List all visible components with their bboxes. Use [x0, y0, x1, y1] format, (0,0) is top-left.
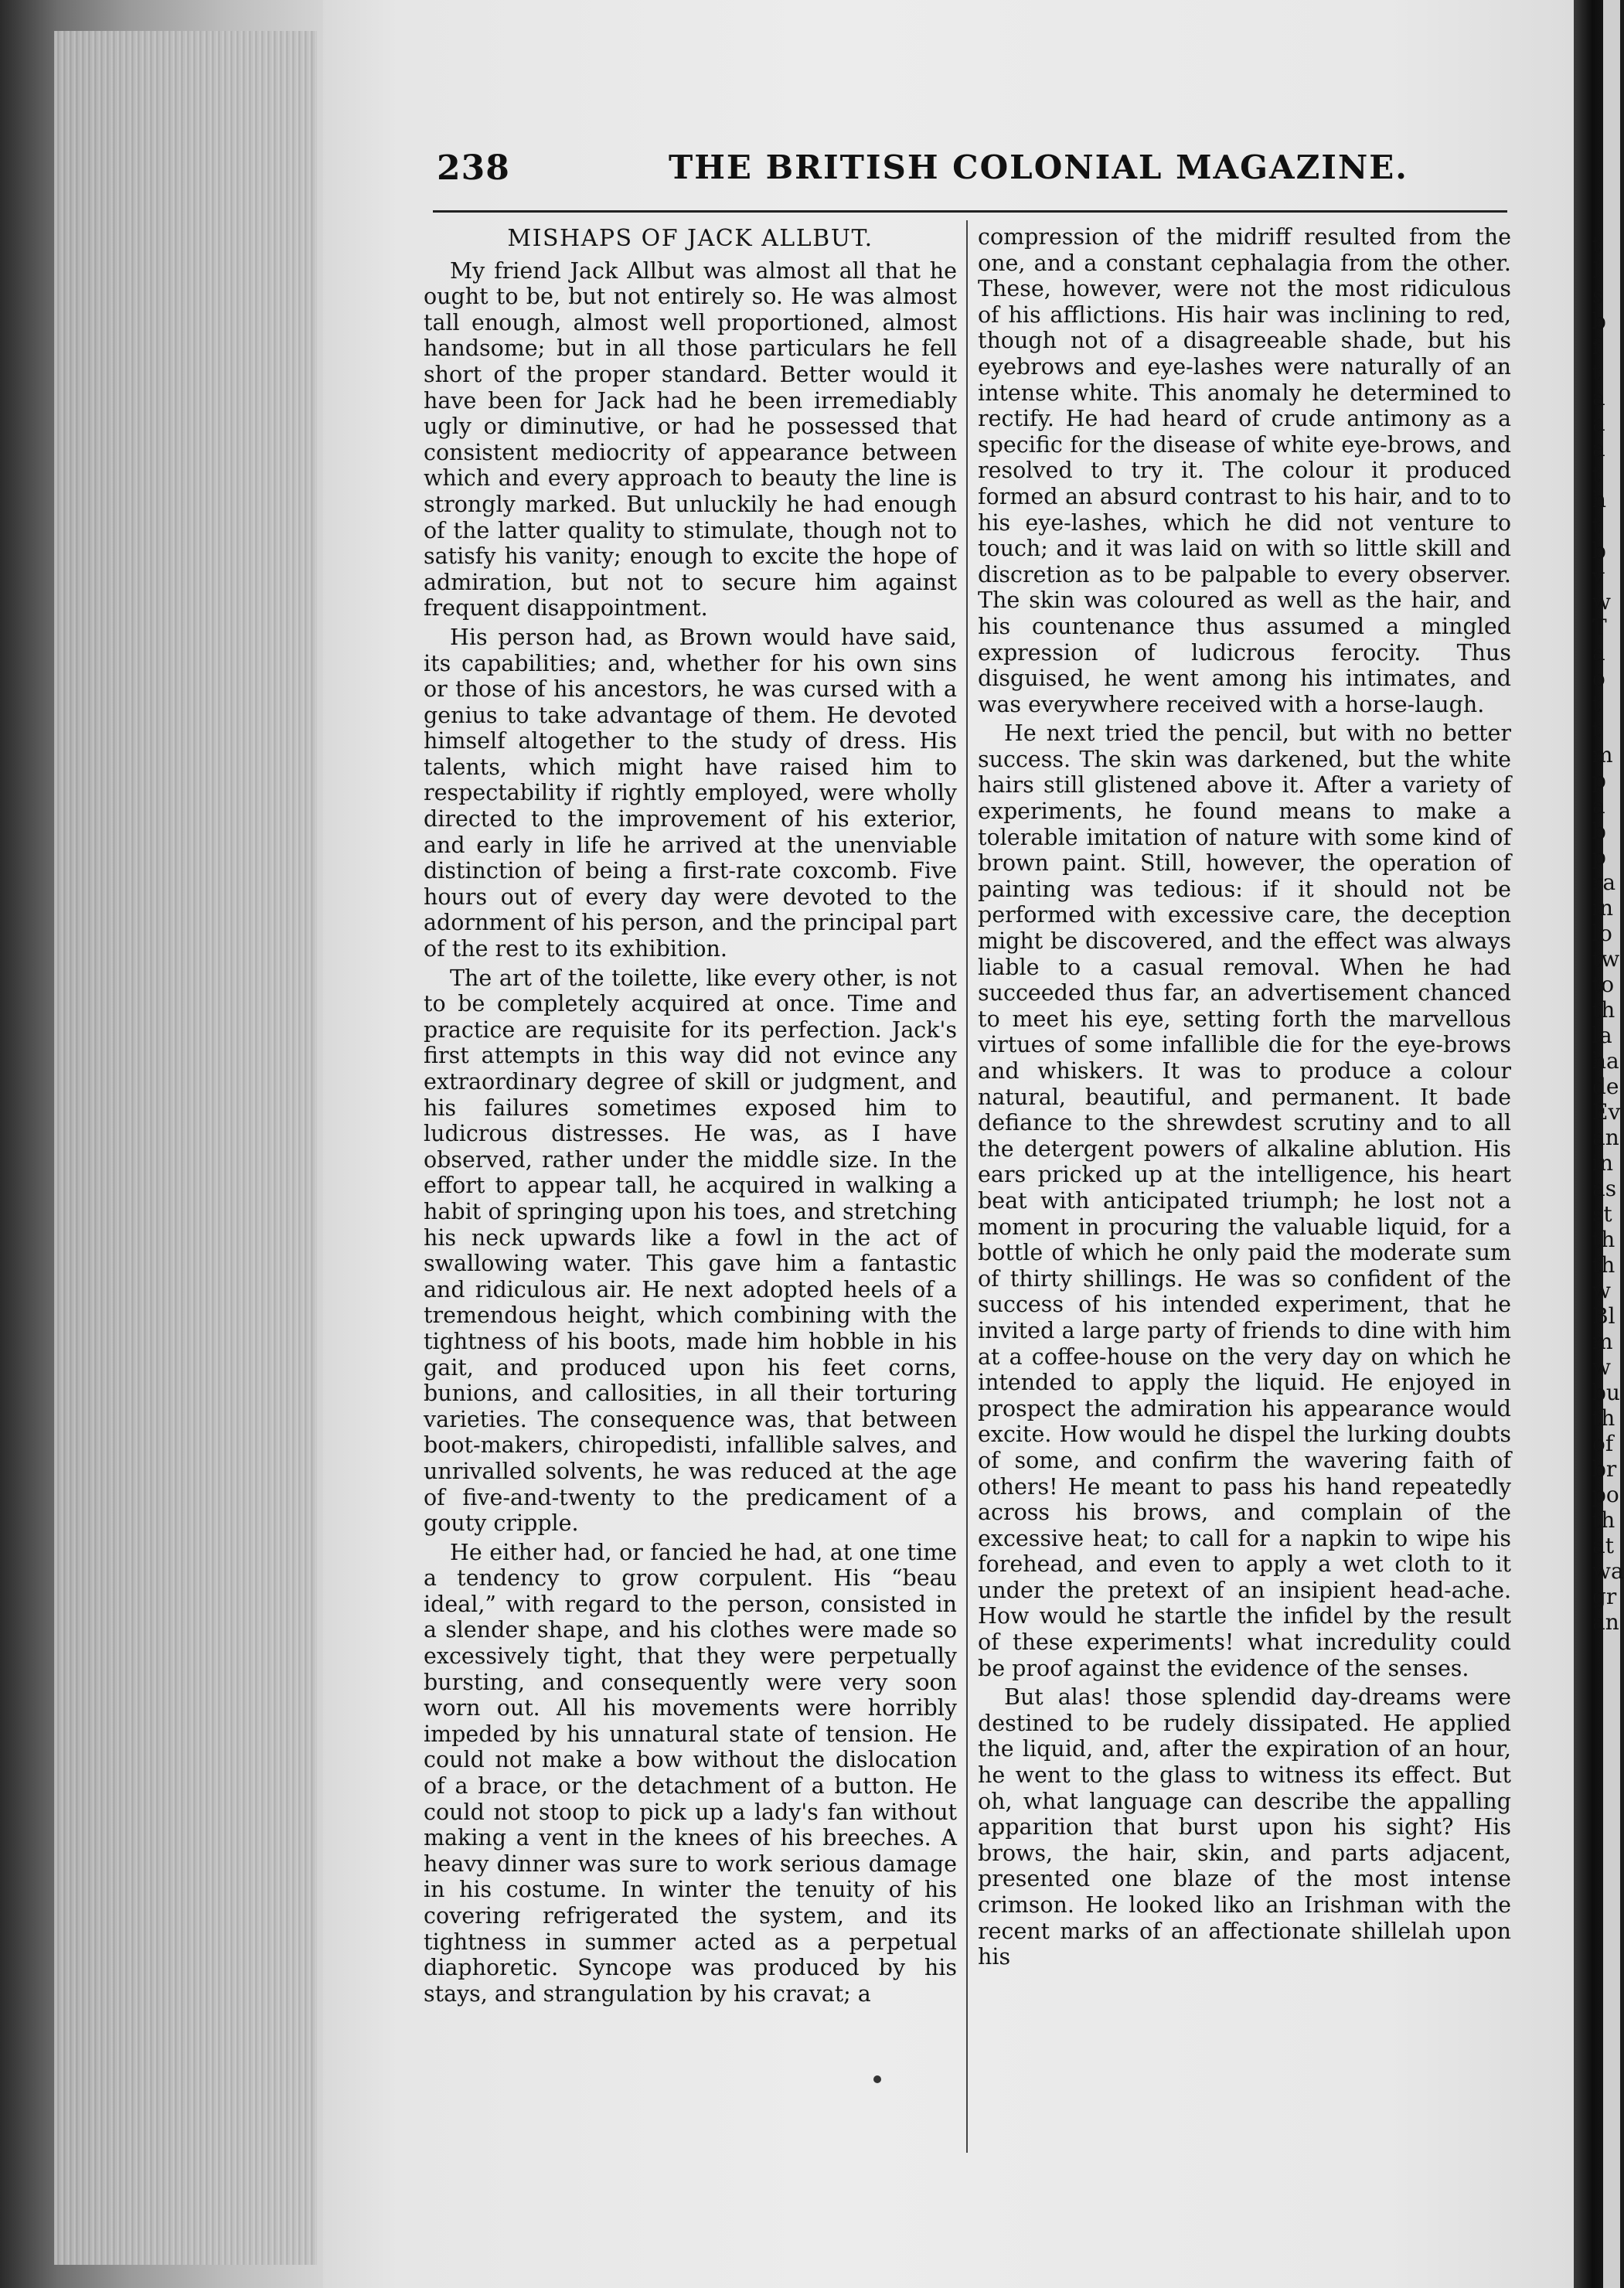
adjacent-page-fragment: t [1592, 691, 1602, 717]
adjacent-page-fragment: ha [1592, 1048, 1619, 1074]
adjacent-page-fragment: th [1592, 1405, 1615, 1431]
adjacent-page-fragment: b [1592, 538, 1606, 563]
column-divider [966, 220, 968, 2153]
adjacent-page-fragment: lo [1592, 921, 1612, 946]
adjacent-page-fragment: th [1592, 1252, 1615, 1278]
adjacent-page-fragment: to [1592, 972, 1615, 997]
paragraph: The art of the toilette, like every other, is not to be completely acquired at once. Time and practice are requisite for its perfection. Jack's first attempts in this way did not evince any extraordinary degree of skill or judgment, and his failures sometimes exposed him to ludicrous distresses. He was, as I have observed, rather under the middle size. In the effort to appear tall, he acquired in walking a habit of springing upon his toes, and stretching his neck upwards like a fowl in the act of swallowing water. This gave him a fantastic and ridiculous air. He next adopted heels of a tremendous height, which combining with the tightness of his boots, made him hobble in his gait, and produced upon his feet corns, bunions, and callosities, in all their torturing varieties. The consequence was, that between boot-makers, chiropedisti, infallible salves, and unrivalled solvents, he was reduced at the age of five-and-twenty to the predicament of a gouty cripple. [424, 965, 957, 1537]
adjacent-page-fragment: T [1592, 615, 1607, 640]
adjacent-page-fragment: la [1592, 1023, 1612, 1048]
adjacent-page-fragment: t [1592, 232, 1602, 257]
adjacent-page-fragment: w [1592, 589, 1611, 615]
adjacent-page-text [1592, 232, 1624, 1635]
paragraph: compression of the midriff resulted from the one, and a constant cephalagia from the other. These, however, were not the most ridiculous of his afflictions. His hair was inclining to red, though not of a disagreeable shade, but his eyebrows and eye-lashes were naturally of an intense white. This anomaly he determined to rectify. He had heard of crude antimony as a specific for the disease of white eye-brows, and resolved to try it. The colour it produced formed an absurd contrast to his hair, and to to his eye-lashes, which he did not venture to touch; and it was laid on with so little skill and discretion as to be palpable to every observer. The skin was coloured as well as the hair, and his countenance thus assumed a mingled expression of ludicrous ferocity. Thus disguised, he went among his intimates, and was everywhere received with a horse-laugh. [978, 224, 1511, 717]
adjacent-page-fragment: t [1592, 359, 1602, 385]
adjacent-page-fragment: st [1592, 1201, 1612, 1227]
running-head [437, 148, 1408, 195]
adjacent-page-fragment: Ev [1592, 1099, 1621, 1125]
adjacent-page-fragment: as [1592, 1176, 1617, 1201]
adjacent-page-fragment: tw [1592, 946, 1620, 972]
adjacent-page-fragment: h [1592, 487, 1607, 512]
adjacent-page-fragment: p [1592, 768, 1606, 793]
adjacent-page-fragment: po [1592, 1482, 1619, 1507]
article-title: MISHAPS OF JACK ALLBUT. [507, 225, 873, 252]
adjacent-page-fragment: s [1592, 283, 1604, 308]
adjacent-page-fragment: wa [1592, 1558, 1624, 1584]
adjacent-page-fragment: b [1592, 308, 1606, 334]
paragraph: He either had, or fancied he had, at one time a tendency to grow corpulent. His “beau ideal,” with regard to the person, consisted in a slender shape, and his clothes were made so excessively tight, that they were perpetually bursting, and consequently were very soon worn out. All his movements were horribly impeded by his unnatural state of tension. He could not make a bow without the dislocation of a brace, or the detachment of a button. He could not stoop to pick up a lady's fan without making a vent in the knees of his breeches. A heavy dinner was sure to work serious damage in his costume. In winter the tenuity of his covering refrigerated the system, and its tightness in summer acted as a perpetual diaphoretic. Syncope was produced by his stays, and strangulation by his cravat; a [424, 1539, 957, 2007]
adjacent-page-fragment: in [1592, 1150, 1613, 1176]
adjacent-page-fragment: at [1592, 1533, 1614, 1558]
adjacent-page-fragment: gr [1592, 1584, 1617, 1609]
adjacent-page-fragment: w [1592, 1278, 1611, 1303]
paragraph: He next tried the pencil, but with no better success. The skin was darkened, but the white hairs still glistened above it. After a variety of experiments, he found means to make a tolerable imitation of nature with some kind of brown paint. Still, however, the operation of painting was tedious: if it should not be performed with excessive care, the deception might be discovered, and the effect was always liable to a casual removal. When he had succeeded thus far, an advertisement chanced to meet his eye, setting forth the marvellous virtues of some infallible die for the eye-brows and whiskers. It was to produce a colour natural, beautiful, and permanent. It bade defiance to the shrewdest scrutiny and to all the detergent powers of alkaline ablution. His ears pricked up at the intelligence, his heart beat with anticipated triumph; he lost not a moment in procuring the valuable liquid, for a bottle of which he only paid the moderate sum of thirty shillings. He was so confident of the success of his intended experiment, that he invited a large party of friends to dine with him at a coffee-house on the very day on which he intended to apply the liquid. He enjoyed in prospect the admiration his appearance would excite. How would he dispel the lurking doubts of some, and confirm the wavering faith of others! He meant to pass his hand repeatedly across his brows, and complain of the excessive heat; to call for a napkin to wipe his forehead, and even to apply a wet cloth to it under the pretext of an insipient head-ache. How would he startle the infidel by the result of these experiments! what incredulity could be proof against the evidence of the senses. [978, 720, 1511, 1681]
paragraph: But alas! those splendid day-dreams were destined to be rudely dissipated. He applied the liquid, and, after the expiration of an hour, he went to the glass to witness its effect. But oh, what language can describe the appalling apparition that burst upon his sight? His brows, the hair, skin, and parts adjacent, presented one blaze of the most intense crimson. He looked liko an Irishman with the recent marks of an affectionate shillelah upon his [978, 1684, 1511, 1970]
adjacent-page-fragment: b [1592, 819, 1606, 844]
adjacent-page-fragment: t [1592, 717, 1602, 742]
left-column [424, 224, 957, 2010]
adjacent-page-fragment: t [1592, 512, 1602, 538]
adjacent-page-fragment: ra [1592, 870, 1616, 895]
adjacent-page-fragment: th [1592, 1507, 1615, 1533]
adjacent-page-fragment: an [1592, 1125, 1619, 1150]
adjacent-page-fragment: a [1592, 436, 1605, 461]
adjacent-page-fragment: o [1592, 666, 1605, 691]
adjacent-page-fragment: a [1592, 410, 1605, 436]
adjacent-page-fragment: I [1592, 257, 1602, 283]
adjacent-page-fragment: br [1592, 1456, 1617, 1482]
adjacent-page-fragment: a [1592, 793, 1605, 819]
adjacent-page-fragment: v [1592, 563, 1605, 589]
right-column [978, 224, 1511, 1973]
adjacent-page-fragment: in [1592, 895, 1613, 921]
adjacent-page-fragment: an [1592, 1609, 1619, 1635]
adjacent-page-fragment: p [1592, 844, 1606, 870]
adjacent-page-fragment: bu [1592, 1380, 1620, 1405]
adjacent-page-fragment: m [1592, 1329, 1613, 1354]
adjacent-page-fragment: m [1592, 742, 1613, 768]
header-rule [433, 210, 1507, 213]
ink-smudge [873, 2075, 881, 2083]
page-number: 238 [437, 148, 510, 188]
adjacent-page-fragment: de [1592, 1074, 1619, 1099]
adjacent-page-fragment: w [1592, 1354, 1611, 1380]
paragraph: My friend Jack Allbut was almost all that he ought to be, but not entirely so. He was almost tall enough, almost well proportioned, almost handsome; but in all those particulars he fell short of the proper standard. Better would it have been for Jack had he been irremediably ugly or diminutive, or had he possessed that consistent mediocrity of appearance between which and every approach to beauty the line is strongly marked. But unluckily he had enough of the latter quality to stimulate, though not to satisfy his vanity; enough to excite the hope of admiration, but not to secure him against frequent disappointment. [424, 257, 957, 621]
page-edges [54, 31, 317, 2265]
adjacent-page-fragment: a [1592, 385, 1605, 410]
adjacent-page-fragment: th [1592, 1227, 1615, 1252]
adjacent-page-fragment: Bl [1592, 1303, 1615, 1329]
magazine-title: THE BRITISH COLONIAL MAGAZINE. [669, 148, 1408, 186]
adjacent-page-fragment: t [1592, 461, 1602, 487]
paragraph: His person had, as Brown would have said, its capabilities; and, whether for his own sins or those of his ancestors, he was cursed with a genius to take advantage of them. He devoted himself altogether to the study of dress. His talents, which might have raised him to respectability if rightly employed, were wholly directed to the improvement of his exterior, and early in life he arrived at the unenviable distinction of being a first-rate coxcomb. Five hours out of every day were devoted to the adornment of his person, and the principal part of the rest to its exhibition. [424, 624, 957, 962]
adjacent-page-fragment: of [1592, 1431, 1614, 1456]
adjacent-page-fragment: a [1592, 640, 1605, 666]
adjacent-page-fragment: th [1592, 997, 1615, 1023]
adjacent-page-fragment: f [1592, 334, 1601, 359]
